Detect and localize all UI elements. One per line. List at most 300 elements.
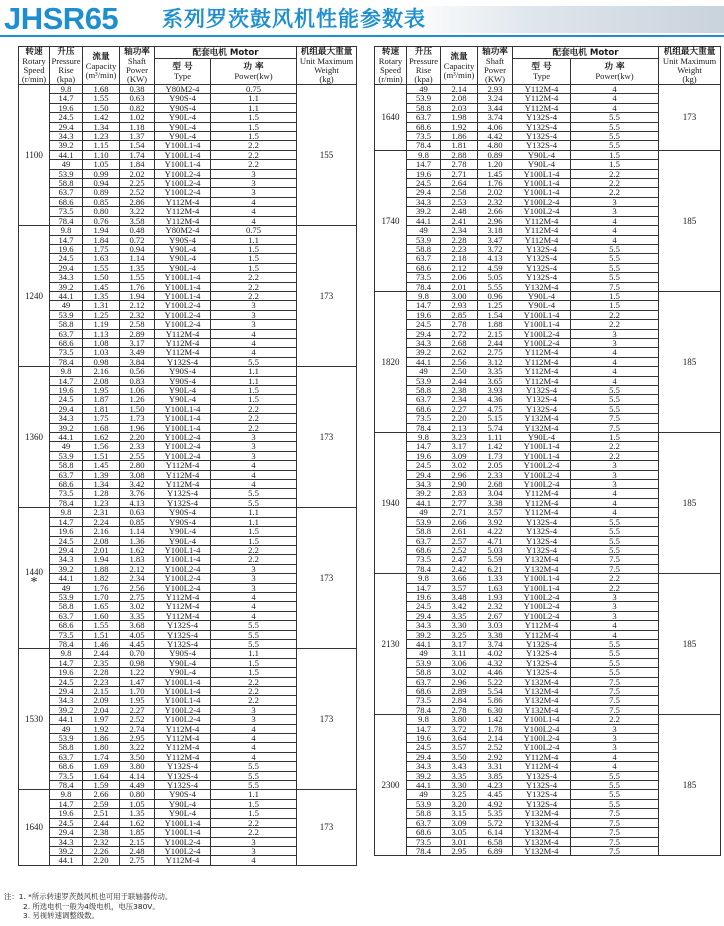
capacity-cell: 2.28: [441, 235, 478, 244]
pressure-cell: 68.6: [407, 404, 441, 413]
capacity-cell: 0.76: [83, 216, 120, 225]
motor-power-cell: 3: [571, 480, 659, 489]
speed-cell: [375, 715, 407, 856]
motor-type-cell: Y100L1-4: [513, 574, 571, 583]
pressure-cell: 58.8: [50, 179, 83, 188]
motor-type-cell: Y100L2-4: [155, 705, 211, 714]
capacity-cell: 2.15: [83, 687, 120, 696]
shaft-power-cell: 3.22: [120, 207, 155, 216]
pressure-cell: 68.6: [407, 545, 441, 554]
capacity-cell: 3.01: [441, 837, 478, 846]
shaft-power-cell: 2.32: [478, 602, 513, 611]
motor-power-cell: 4: [571, 85, 659, 94]
motor-type-cell: Y132S-4: [155, 771, 211, 780]
header-bar: [402, 6, 724, 33]
pressure-cell: 63.7: [50, 188, 83, 197]
shaft-power-cell: 3.03: [478, 621, 513, 630]
capacity-cell: 1.68: [83, 423, 120, 432]
pressure-cell: 34.3: [50, 555, 83, 564]
shaft-power-cell: 2.25: [120, 179, 155, 188]
motor-type-cell: Y100L1-4: [155, 414, 211, 423]
pressure-cell: 78.4: [407, 705, 441, 714]
shaft-power-cell: 4.45: [478, 790, 513, 799]
header-text: Rise: [415, 65, 432, 75]
motor-power-cell: 5.5: [211, 630, 297, 639]
shaft-power-cell: 3.68: [120, 621, 155, 630]
capacity-cell: 1.55: [83, 94, 120, 103]
motor-type-cell: Y100L2-4: [513, 611, 571, 620]
motor-type-cell: Y132M-4: [513, 555, 571, 564]
capacity-cell: 1.35: [83, 291, 120, 300]
weight-cell: 173: [297, 790, 357, 865]
motor-power-cell: 2.2: [571, 320, 659, 329]
capacity-cell: 1.05: [83, 160, 120, 169]
motor-type-cell: Y112M-4: [155, 611, 211, 620]
motor-power-cell: 4: [211, 602, 297, 611]
motor-power-cell: 3: [571, 470, 659, 479]
shaft-power-cell: 4.75: [478, 404, 513, 413]
motor-type-cell: Y100L1-4: [155, 687, 211, 696]
pressure-cell: 68.6: [407, 263, 441, 272]
pressure-cell: 44.1: [50, 715, 83, 724]
table-row: [375, 85, 721, 94]
header-text: Pressure: [51, 56, 81, 66]
motor-type-cell: Y112M-4: [155, 743, 211, 752]
pressure-cell: 73.5: [407, 696, 441, 705]
motor-power-cell: 4: [571, 103, 659, 112]
motor-type-cell: Y100L1-4: [155, 677, 211, 686]
motor-type-cell: Y112M-4: [513, 489, 571, 498]
motor-power-cell: 4: [211, 592, 297, 601]
motor-type-cell: Y112M-4: [155, 470, 211, 479]
capacity-cell: 3.02: [441, 461, 478, 470]
shaft-power-cell: 0.63: [120, 94, 155, 103]
speed-cell: [375, 433, 407, 574]
capacity-cell: 2.23: [441, 244, 478, 253]
pressure-cell: 34.3: [407, 621, 441, 630]
capacity-cell: 2.58: [441, 188, 478, 197]
capacity-cell: 2.72: [441, 329, 478, 338]
pressure-cell: 29.4: [407, 470, 441, 479]
motor-type-cell: Y132S-4: [513, 527, 571, 536]
capacity-cell: 1.97: [83, 715, 120, 724]
capacity-cell: 2.47: [441, 555, 478, 564]
speed-cell: [19, 649, 50, 790]
capacity-cell: 2.20: [83, 856, 120, 865]
pressure-cell: 39.2: [407, 630, 441, 639]
capacity-cell: 2.71: [441, 169, 478, 178]
motor-type-cell: Y112M-4: [155, 724, 211, 733]
pressure-cell: 34.3: [407, 762, 441, 771]
motor-power-cell: 7.5: [571, 696, 659, 705]
pressure-cell: 19.6: [407, 592, 441, 601]
performance-table-left: [18, 46, 357, 866]
motor-type-cell: Y100L2-4: [155, 169, 211, 178]
capacity-cell: 1.98: [441, 113, 478, 122]
capacity-cell: 1.60: [83, 611, 120, 620]
weight-cell: 155: [297, 85, 357, 226]
capacity-cell: 2.38: [83, 828, 120, 837]
shaft-power-cell: 0.38: [120, 85, 155, 94]
capacity-cell: 1.15: [83, 141, 120, 150]
capacity-cell: 2.96: [441, 470, 478, 479]
motor-power-cell: 7.5: [571, 828, 659, 837]
motor-power-cell: 1.1: [211, 508, 297, 517]
weight-cell: 185: [659, 291, 721, 432]
capacity-cell: 0.89: [83, 188, 120, 197]
motor-power-cell: 4: [211, 480, 297, 489]
table-row: [375, 433, 721, 442]
header-text: (r/min): [378, 74, 403, 84]
header-text: (kpa): [414, 74, 433, 84]
pressure-cell: 9.8: [407, 433, 441, 442]
motor-power-cell: 7.5: [571, 555, 659, 564]
capacity-cell: 2.66: [441, 517, 478, 526]
motor-type-cell: Y132S-4: [155, 781, 211, 790]
motor-power-cell: 2.2: [571, 179, 659, 188]
shaft-power-cell: 3.47: [478, 235, 513, 244]
capacity-cell: 2.08: [83, 376, 120, 385]
motor-power-cell: 3: [571, 602, 659, 611]
pressure-cell: 44.1: [50, 574, 83, 583]
pressure-cell: 14.7: [50, 235, 83, 244]
capacity-cell: 3.02: [441, 668, 478, 677]
motor-type-cell: Y132M-4: [513, 677, 571, 686]
motor-type-cell: Y100L2-4: [513, 207, 571, 216]
motor-power-cell: 3: [211, 310, 297, 319]
motor-type-cell: Y90L-4: [513, 160, 571, 169]
motor-power-cell: 4: [571, 376, 659, 385]
header-text: (kpa): [56, 74, 76, 84]
motor-power-cell: 3: [211, 837, 297, 846]
shaft-power-cell: 4.32: [478, 658, 513, 667]
motor-type-cell: Y90L-4: [155, 809, 211, 818]
shaft-power-cell: 4.36: [478, 395, 513, 404]
shaft-power-cell: 1.85: [120, 828, 155, 837]
capacity-cell: 1.84: [83, 235, 120, 244]
capacity-cell: 0.98: [83, 357, 120, 366]
capacity-cell: 1.94: [83, 226, 120, 235]
motor-type-cell: Y132S-4: [513, 386, 571, 395]
capacity-cell: 1.25: [83, 310, 120, 319]
motor-power-cell: 1.5: [571, 301, 659, 310]
motor-type-cell: Y90S-4: [155, 517, 211, 526]
capacity-cell: 1.86: [83, 734, 120, 743]
motor-power-cell: 2.2: [571, 442, 659, 451]
capacity-cell: 3.09: [441, 451, 478, 460]
capacity-cell: 0.85: [83, 197, 120, 206]
shaft-power-cell: 2.89: [120, 329, 155, 338]
motor-power-cell: 2.2: [211, 818, 297, 827]
motor-type-cell: Y132S-4: [513, 545, 571, 554]
capacity-cell: 1.68: [83, 85, 120, 94]
shaft-power-cell: 1.70: [120, 687, 155, 696]
motor-type-cell: Y112M-4: [155, 752, 211, 761]
header-text: Speed: [23, 65, 45, 75]
pressure-cell: 58.8: [407, 809, 441, 818]
shaft-power-cell: 2.32: [120, 310, 155, 319]
shaft-power-cell: 4.71: [478, 536, 513, 545]
speed-cell: [19, 790, 50, 865]
capacity-cell: 2.26: [83, 846, 120, 855]
header-text: 配套电机 Motor: [192, 47, 259, 58]
shaft-power-cell: 1.63: [478, 583, 513, 592]
shaft-power-cell: 2.67: [478, 611, 513, 620]
capacity-cell: 2.48: [441, 207, 478, 216]
pressure-cell: 19.6: [50, 668, 83, 677]
pressure-cell: 63.7: [50, 329, 83, 338]
motor-power-cell: 1.5: [211, 254, 297, 263]
shaft-power-cell: 1.37: [120, 132, 155, 141]
motor-type-cell: Y90S-4: [155, 649, 211, 658]
capacity-cell: 2.89: [441, 687, 478, 696]
shaft-power-cell: 1.88: [478, 320, 513, 329]
motor-power-cell: 5.5: [571, 790, 659, 799]
header-motor: [513, 47, 659, 59]
motor-type-cell: Y100L2-4: [155, 310, 211, 319]
capacity-cell: 1.10: [83, 150, 120, 159]
pressure-cell: 14.7: [407, 160, 441, 169]
motor-power-cell: 5.5: [571, 244, 659, 253]
pressure-cell: 73.5: [50, 489, 83, 498]
shaft-power-cell: 1.36: [120, 536, 155, 545]
shaft-power-cell: 4.06: [478, 122, 513, 131]
pressure-cell: 44.1: [407, 639, 441, 648]
capacity-cell: 3.50: [441, 752, 478, 761]
motor-type-cell: Y112M-4: [155, 480, 211, 489]
capacity-cell: 2.35: [83, 658, 120, 667]
pressure-cell: 73.5: [50, 207, 83, 216]
motor-type-cell: Y100L2-4: [155, 837, 211, 846]
speed-star-mark: *: [30, 574, 38, 590]
capacity-cell: 2.32: [83, 837, 120, 846]
motor-power-cell: 4: [211, 207, 297, 216]
capacity-cell: 2.01: [83, 545, 120, 554]
shaft-power-cell: 1.84: [120, 160, 155, 169]
capacity-cell: 2.24: [83, 517, 120, 526]
header-text: Weight: [677, 65, 702, 75]
shaft-power-cell: 1.93: [478, 592, 513, 601]
header-motor-type: [513, 59, 571, 85]
motor-type-cell: Y90L-4: [155, 536, 211, 545]
motor-type-cell: Y112M-4: [513, 376, 571, 385]
header-text: Rotary: [22, 56, 46, 66]
pressure-cell: 58.8: [407, 103, 441, 112]
motor-type-cell: Y100L2-4: [155, 564, 211, 573]
motor-power-cell: 1.1: [211, 367, 297, 376]
motor-power-cell: 3: [571, 611, 659, 620]
pressure-cell: 29.4: [50, 263, 83, 272]
capacity-cell: 1.45: [83, 461, 120, 470]
motor-type-cell: Y132M-4: [513, 705, 571, 714]
motor-power-cell: 5.5: [571, 668, 659, 677]
motor-power-cell: 1.1: [211, 790, 297, 799]
motor-power-cell: 1.5: [571, 150, 659, 159]
motor-power-cell: 4: [211, 348, 297, 357]
motor-power-cell: 5.5: [571, 771, 659, 780]
capacity-cell: 3.23: [441, 433, 478, 442]
shaft-power-cell: 4.80: [478, 141, 513, 150]
header-text: 配套电机 Motor: [552, 47, 619, 58]
shaft-power-cell: 1.35: [120, 263, 155, 272]
header-text: Shaft: [127, 56, 147, 66]
capacity-cell: 3.42: [441, 602, 478, 611]
capacity-cell: 3.57: [441, 583, 478, 592]
motor-power-cell: 5.5: [571, 141, 659, 150]
capacity-cell: 3.17: [441, 442, 478, 451]
motor-type-cell: Y132S-4: [513, 395, 571, 404]
motor-power-cell: 3: [571, 207, 659, 216]
pressure-cell: 39.2: [407, 207, 441, 216]
pressure-cell: 73.5: [407, 273, 441, 282]
pressure-cell: 49: [407, 649, 441, 658]
pressure-cell: 63.7: [407, 536, 441, 545]
speed-cell: [19, 367, 50, 508]
motor-power-cell: 3: [211, 846, 297, 855]
shaft-power-cell: 5.55: [478, 282, 513, 291]
shaft-power-cell: 3.74: [478, 113, 513, 122]
motor-type-cell: Y90L-4: [155, 527, 211, 536]
header-text: Unit Maximum: [299, 56, 354, 66]
table-row: [375, 574, 721, 583]
motor-power-cell: 3: [211, 433, 297, 442]
motor-power-cell: 4: [211, 470, 297, 479]
motor-power-cell: 5.5: [571, 122, 659, 131]
header-text: Power(kw): [234, 71, 273, 81]
shaft-power-cell: 2.20: [120, 433, 155, 442]
shaft-power-cell: 6.14: [478, 828, 513, 837]
motor-power-cell: 2.2: [211, 404, 297, 413]
motor-type-cell: Y112M-4: [155, 461, 211, 470]
pressure-cell: 58.8: [407, 244, 441, 253]
motor-power-cell: 1.1: [211, 103, 297, 112]
speed-value: 2300: [381, 780, 400, 791]
shaft-power-cell: 3.17: [120, 338, 155, 347]
shaft-power-cell: 0.82: [120, 103, 155, 112]
motor-type-cell: Y90L-4: [513, 291, 571, 300]
motor-type-cell: Y112M-4: [513, 357, 571, 366]
motor-power-cell: 2.2: [211, 291, 297, 300]
motor-power-cell: 5.5: [571, 649, 659, 658]
capacity-cell: 2.57: [441, 536, 478, 545]
motor-power-cell: 4: [571, 630, 659, 639]
capacity-cell: 2.44: [83, 818, 120, 827]
motor-power-cell: 3: [571, 724, 659, 733]
speed-cell: [375, 574, 407, 715]
pressure-cell: 14.7: [50, 517, 83, 526]
motor-power-cell: 3: [571, 592, 659, 601]
motor-type-cell: Y100L2-4: [155, 188, 211, 197]
shaft-power-cell: 1.54: [478, 310, 513, 319]
shaft-power-cell: 2.66: [478, 207, 513, 216]
speed-value: 1240: [25, 290, 43, 301]
capacity-cell: 1.76: [83, 583, 120, 592]
header-weight: [659, 47, 721, 85]
capacity-cell: 3.48: [441, 592, 478, 601]
pressure-cell: 73.5: [50, 771, 83, 780]
motor-power-cell: 5.5: [571, 386, 659, 395]
motor-type-cell: Y100L1-4: [155, 141, 211, 150]
pressure-cell: 73.5: [407, 132, 441, 141]
pressure-cell: 58.8: [407, 386, 441, 395]
capacity-cell: 2.09: [83, 696, 120, 705]
shaft-power-cell: 0.56: [120, 367, 155, 376]
shaft-power-cell: 3.22: [120, 743, 155, 752]
shaft-power-cell: 2.75: [120, 856, 155, 865]
capacity-cell: 1.23: [83, 498, 120, 507]
pressure-cell: 29.4: [50, 122, 83, 131]
pressure-cell: 29.4: [407, 188, 441, 197]
footnote-1: 注：1. *所示转速罗茨鼓风机也可用于联轴器传动。: [4, 892, 173, 901]
capacity-cell: 1.81: [83, 404, 120, 413]
motor-power-cell: 4: [211, 216, 297, 225]
motor-power-cell: 1.5: [211, 658, 297, 667]
motor-power-cell: 4: [211, 338, 297, 347]
shaft-power-cell: 3.85: [478, 771, 513, 780]
motor-type-cell: Y132S-4: [513, 790, 571, 799]
capacity-cell: 1.95: [83, 386, 120, 395]
pressure-cell: 78.4: [50, 357, 83, 366]
pressure-cell: 39.2: [407, 771, 441, 780]
pressure-cell: 78.4: [407, 423, 441, 432]
footnote-2: 2. 所选电机一般为4级电机，电压380V。: [23, 901, 160, 911]
shaft-power-cell: 5.05: [478, 273, 513, 282]
shaft-power-cell: 2.32: [478, 197, 513, 206]
motor-power-cell: 3: [211, 188, 297, 197]
pressure-cell: 58.8: [50, 461, 83, 470]
pressure-cell: 9.8: [50, 367, 83, 376]
motor-power-cell: 4: [211, 724, 297, 733]
motor-power-cell: 1.5: [211, 132, 297, 141]
capacity-cell: 3.05: [441, 828, 478, 837]
table-row: [375, 715, 721, 724]
motor-power-cell: 1.5: [211, 244, 297, 253]
motor-power-cell: 1.5: [211, 527, 297, 536]
motor-type-cell: Y90L-4: [155, 799, 211, 808]
pressure-cell: 19.6: [50, 244, 83, 253]
capacity-cell: 2.34: [441, 395, 478, 404]
page-header: [0, 0, 724, 38]
header-text: 轴功率: [482, 47, 508, 57]
shaft-power-cell: 2.34: [120, 574, 155, 583]
shaft-power-cell: 5.59: [478, 555, 513, 564]
shaft-power-cell: 4.46: [478, 668, 513, 677]
shaft-power-cell: 3.38: [478, 498, 513, 507]
motor-type-cell: Y100L2-4: [155, 320, 211, 329]
motor-power-cell: 7.5: [571, 564, 659, 573]
pressure-cell: 24.5: [407, 461, 441, 470]
pressure-cell: 49: [50, 583, 83, 592]
motor-power-cell: 5.5: [571, 536, 659, 545]
shaft-power-cell: 2.44: [478, 338, 513, 347]
pressure-cell: 49: [407, 790, 441, 799]
motor-type-cell: Y112M-4: [155, 197, 211, 206]
motor-type-cell: Y100L2-4: [513, 724, 571, 733]
pressure-cell: 9.8: [407, 574, 441, 583]
shaft-power-cell: 1.35: [120, 809, 155, 818]
pressure-cell: 34.3: [50, 696, 83, 705]
motor-type-cell: Y90L-4: [513, 150, 571, 159]
shaft-power-cell: 2.96: [478, 216, 513, 225]
motor-power-cell: 4: [211, 856, 297, 865]
pressure-cell: 78.4: [50, 781, 83, 790]
capacity-cell: 1.19: [83, 320, 120, 329]
pressure-cell: 44.1: [50, 291, 83, 300]
capacity-cell: 1.59: [83, 781, 120, 790]
capacity-cell: 2.71: [441, 508, 478, 517]
footnote-3: 3. 另视转速调整级数。: [23, 911, 99, 921]
pressure-cell: 29.4: [50, 828, 83, 837]
